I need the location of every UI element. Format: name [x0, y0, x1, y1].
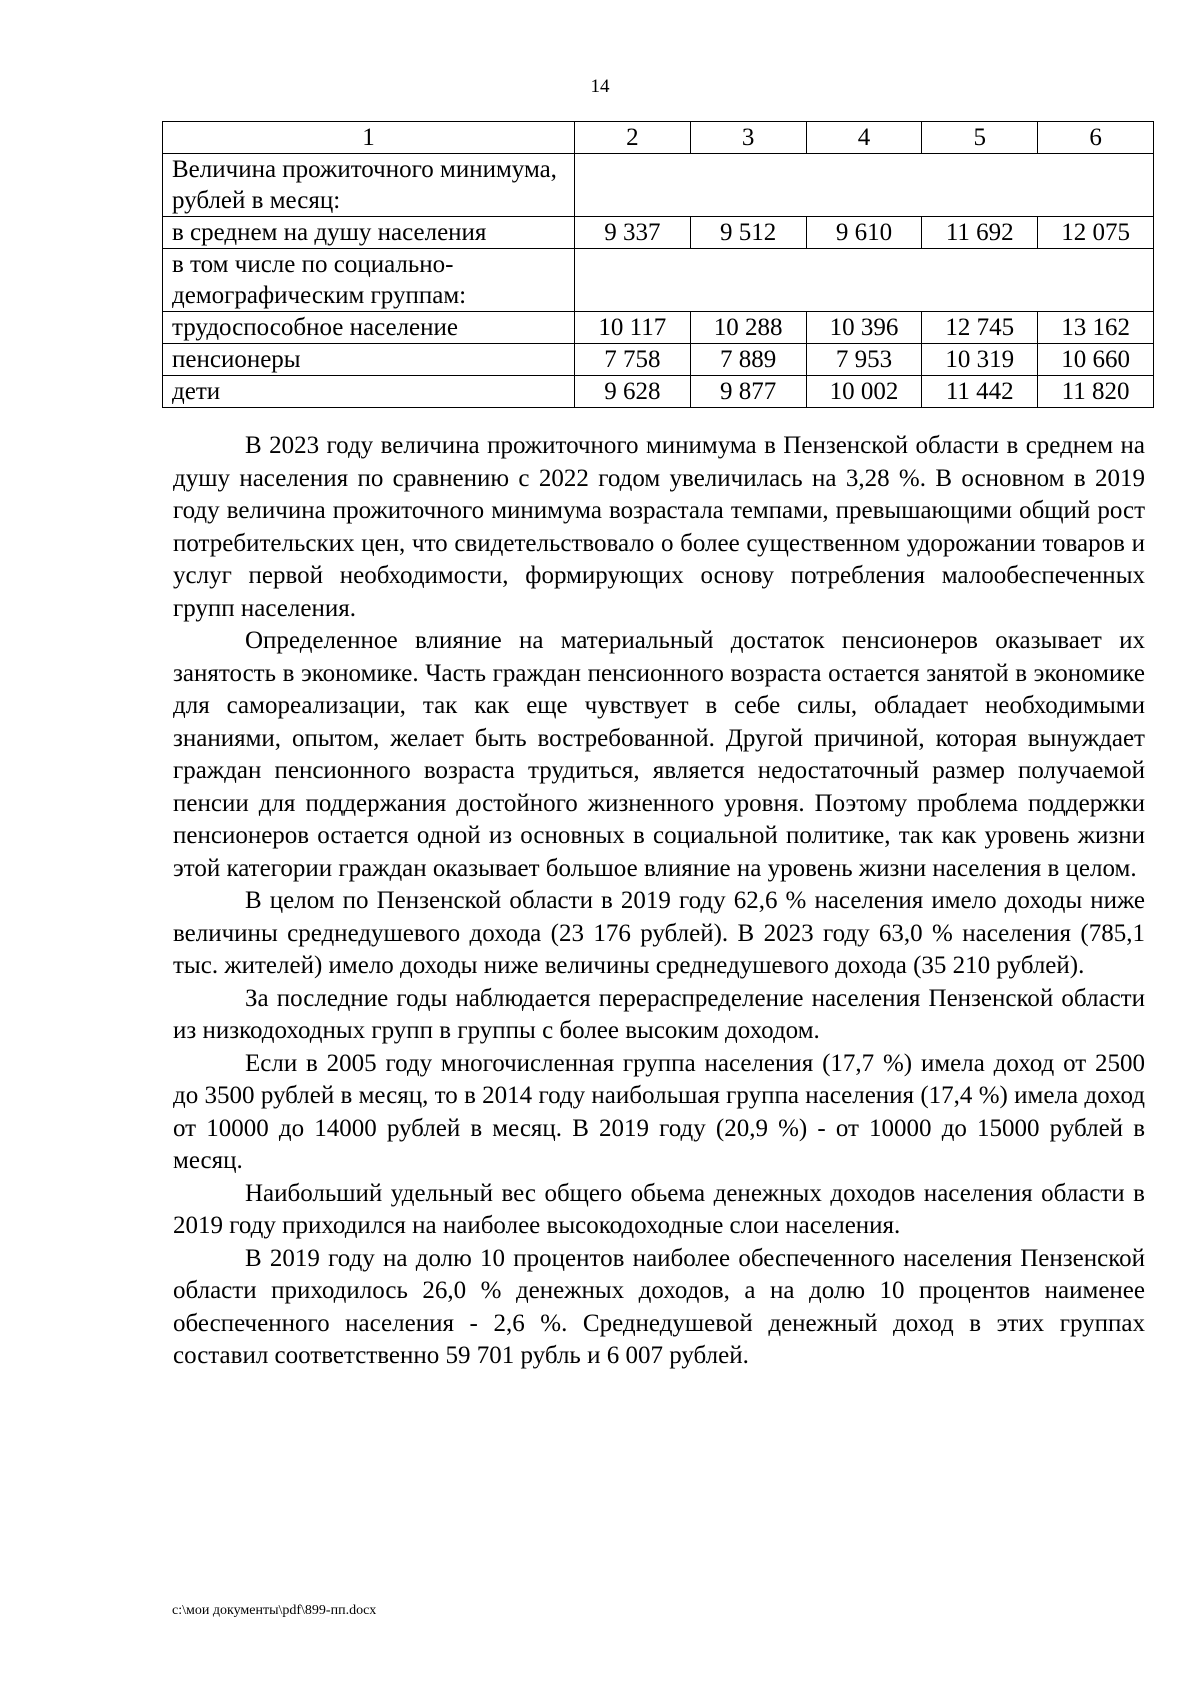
paragraph: Определенное влияние на материальный достаток пенсионеров оказывает их занятость в экономике. Часть граждан пенсионного возраста остается занятой в экономике для самореализации, так как еще чувствует в себе силы, обладает необходимыми знаниями, опытом, желает быть востребованной. Другой причиной, которая вынуждает граждан пенсионного возраста трудиться, является недостаточный размер получаемой пенсии для поддержания достойного жизненного уровня. Поэтому проблема поддержки пенсионеров остается одной из основных в социальной политике, так как уровень жизни этой категории граждан оказывает большое влияние на уровень жизни населения в целом. [173, 627, 1145, 882]
paragraph: В 2019 году на долю 10 процентов наиболее обеспеченного населения Пензенской области приходилось 26,0 % денежных доходов, а на долю 10 процентов наименее обеспеченного населения - 2,6 %. Среднедушевой денежный доход в этих группах составил соответственно 59 701 рубль и 6 007 рублей. [173, 1244, 1145, 1369]
table-cell: 7 758 [574, 344, 690, 376]
table-row [163, 249, 1154, 312]
table-cell: 12 745 [922, 312, 1038, 344]
table-cell: 10 002 [806, 376, 922, 408]
table-cell: 10 396 [806, 312, 922, 344]
table-row [163, 217, 1154, 249]
paragraph: За последние годы наблюдается перераспределение населения Пензенской области из низкодоходных групп в группы с более высоким доходом. [173, 984, 1145, 1044]
table-cell: 11 442 [922, 376, 1038, 408]
table-cell: 12 075 [1038, 217, 1154, 249]
table-row [163, 312, 1154, 344]
table-header-cell: 3 [690, 122, 806, 154]
body-text [173, 430, 1145, 1373]
table-header-cell: 4 [806, 122, 922, 154]
empty-cell [574, 154, 1153, 217]
table-cell: 7 953 [806, 344, 922, 376]
row-label: пенсионеры [163, 344, 575, 376]
table-cell: 9 877 [690, 376, 806, 408]
table-row [163, 154, 1154, 217]
table-cell: 10 288 [690, 312, 806, 344]
empty-cell [574, 249, 1153, 312]
table-header-cell: 6 [1038, 122, 1154, 154]
table-cell: 10 660 [1038, 344, 1154, 376]
page-number: 14 [590, 76, 610, 97]
table-cell: 9 512 [690, 217, 806, 249]
table-cell: 11 820 [1038, 376, 1154, 408]
row-label: в среднем на душу населения [163, 217, 575, 249]
table-cell: 9 610 [806, 217, 922, 249]
row-label: в том числе по социально-демографическим группам: [163, 249, 575, 312]
table-cell: 7 889 [690, 344, 806, 376]
row-label: дети [163, 376, 575, 408]
table-cell: 10 117 [574, 312, 690, 344]
table-header-cell: 1 [163, 122, 575, 154]
table-row [163, 344, 1154, 376]
paragraph: В 2023 году величина прожиточного минимума в Пензенской области в среднем на душу населения по сравнению с 2022 годом увеличилась на 3,28 %. В основном в 2019 году величина прожиточного минимума возрастала темпами, превышающими общий рост потребительских цен, что свидетельствовало о более существенном удорожании товаров и услуг первой необходимости, формирующих основу потребления малообеспеченных групп населения. [173, 432, 1145, 622]
table-cell: 9 628 [574, 376, 690, 408]
paragraph: В целом по Пензенской области в 2019 году 62,6 % населения имело доходы ниже величины среднедушевого дохода (23 176 рублей). В 2023 году 63,0 % населения (785,1 тыс. жителей) имело доходы ниже величины среднедушевого дохода (35 210 рублей). [173, 887, 1145, 979]
row-label: трудоспособное население [163, 312, 575, 344]
table-header-cell: 5 [922, 122, 1038, 154]
table-header-cell: 2 [574, 122, 690, 154]
subsistence-minimum-table [162, 121, 1154, 408]
paragraph: Если в 2005 году многочисленная группа населения (17,7 %) имела доход от 2500 до 3500 рублей в месяц, то в 2014 году наибольшая группа населения (17,4 %) имела доход от 10000 до 14000 рублей в месяц. В 2019 году (20,9 %) - от 10000 до 15000 рублей в месяц. [173, 1049, 1145, 1174]
row-label: Величина прожиточного минимума, рублей в месяц: [163, 154, 575, 217]
paragraph: Наибольший удельный вес общего обьема денежных доходов населения области в 2019 году приходился на наиболее высокодоходные слои населения. [173, 1179, 1145, 1239]
table-cell: 10 319 [922, 344, 1038, 376]
table-header-row [163, 122, 1154, 154]
file-path-footer: c:\мои документы\pdf\899-пп.docx [172, 1603, 377, 1618]
table-row [163, 376, 1154, 408]
table-cell: 9 337 [574, 217, 690, 249]
table-cell: 11 692 [922, 217, 1038, 249]
table-cell: 13 162 [1038, 312, 1154, 344]
